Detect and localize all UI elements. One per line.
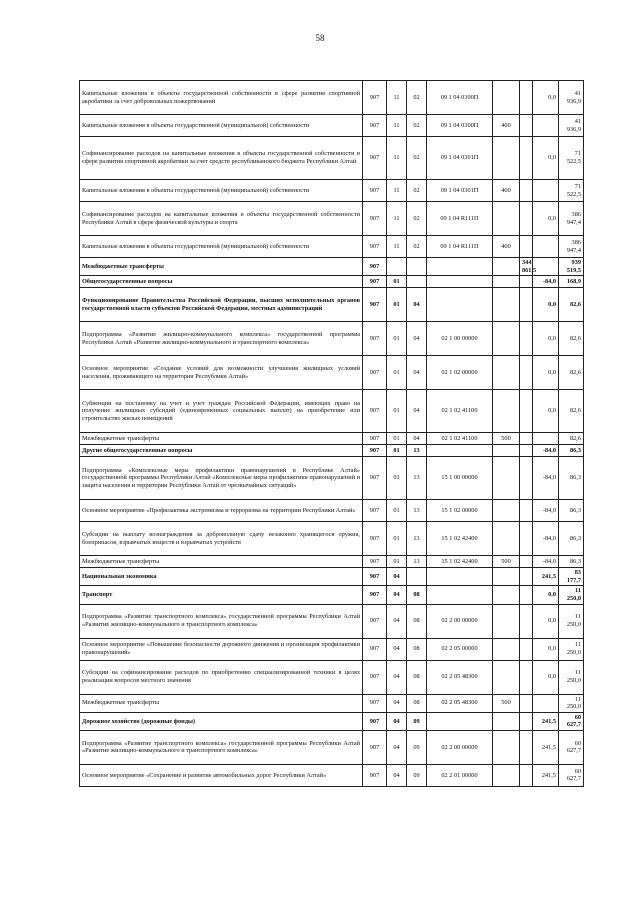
cell-section-code: 04: [387, 604, 407, 638]
table-row: [80, 202, 584, 236]
cell-expense-type: [493, 568, 520, 586]
cell-target-article: 15 1 02 00000: [427, 500, 493, 522]
cell-value-2: 0,0: [533, 202, 559, 236]
cell-subsection-code: 13: [407, 522, 427, 556]
cell-value-3: 86,3: [559, 445, 584, 457]
table-row: [80, 712, 584, 730]
cell-target-article: 09 1 04 R111П: [427, 236, 493, 258]
cell-expense-type: [493, 288, 520, 322]
cell-expense-type: [493, 712, 520, 730]
cell-target-article: [427, 276, 493, 288]
cell-value-3: 11 250,0: [559, 604, 584, 638]
cell-adm-code: 907: [363, 556, 387, 568]
cell-value-3: 82,6: [559, 433, 584, 445]
cell-section-code: 04: [387, 694, 407, 712]
table-row: [80, 322, 584, 356]
cell-value-2: 0,0: [533, 322, 559, 356]
cell-value-1: [520, 236, 533, 258]
row-name: Дорожное хозяйство (дорожные фонды): [80, 712, 363, 730]
cell-expense-type: [493, 457, 520, 500]
cell-value-3: 71 522,5: [559, 180, 584, 202]
cell-section-code: 01: [387, 556, 407, 568]
cell-target-article: 09 1 04 0301П: [427, 180, 493, 202]
cell-subsection-code: 02: [407, 180, 427, 202]
cell-value-2: 0,0: [533, 288, 559, 322]
cell-subsection-code: 04: [407, 433, 427, 445]
row-name: Межбюджетные трансферты: [80, 694, 363, 712]
cell-value-1: [520, 522, 533, 556]
cell-section-code: 01: [387, 288, 407, 322]
cell-adm-code: 907: [363, 730, 387, 764]
cell-value-2: 241,5: [533, 568, 559, 586]
cell-section-code: 01: [387, 322, 407, 356]
table-row: [80, 288, 584, 322]
cell-subsection-code: [407, 258, 427, 276]
cell-expense-type: [493, 258, 520, 276]
cell-section-code: 11: [387, 81, 407, 115]
table-row: [80, 276, 584, 288]
cell-subsection-code: 09: [407, 730, 427, 764]
cell-value-2: [533, 180, 559, 202]
cell-value-3: 86,3: [559, 457, 584, 500]
budget-table: [79, 80, 584, 787]
cell-value-3: 939 519,5: [559, 258, 584, 276]
cell-adm-code: 907: [363, 660, 387, 694]
table-row: [80, 137, 584, 180]
table-row: [80, 356, 584, 390]
cell-subsection-code: [407, 276, 427, 288]
row-name: Транспорт: [80, 586, 363, 604]
cell-adm-code: 907: [363, 764, 387, 786]
cell-value-3: 86,3: [559, 556, 584, 568]
cell-value-3: 82,6: [559, 356, 584, 390]
cell-value-2: -84,0: [533, 276, 559, 288]
cell-value-3: 71 522,5: [559, 137, 584, 180]
cell-value-1: [520, 500, 533, 522]
row-name: Капитальные вложения в объекты государственной (муниципальной) собственности: [80, 115, 363, 137]
cell-target-article: 09 1 04 R111П: [427, 202, 493, 236]
cell-value-1: [520, 137, 533, 180]
cell-target-article: 02 1 00 00000: [427, 322, 493, 356]
cell-value-1: [520, 764, 533, 786]
cell-value-2: [533, 694, 559, 712]
cell-expense-type: [493, 522, 520, 556]
cell-value-1: [520, 712, 533, 730]
cell-adm-code: 907: [363, 288, 387, 322]
cell-adm-code: 907: [363, 202, 387, 236]
cell-section-code: 11: [387, 236, 407, 258]
cell-value-3: 86,3: [559, 500, 584, 522]
table-row: [80, 258, 584, 276]
cell-section-code: 11: [387, 137, 407, 180]
cell-section-code: [387, 258, 407, 276]
cell-subsection-code: 02: [407, 137, 427, 180]
cell-value-1: [520, 81, 533, 115]
row-name: Капитальные вложения в объекты государственной (муниципальной) собственности: [80, 180, 363, 202]
row-name: Основное мероприятие «Создание условий для возможности улучшения жилищных условий населения, проживающего на территории Республики Алтай»: [80, 356, 363, 390]
cell-adm-code: 907: [363, 236, 387, 258]
table-row: [80, 500, 584, 522]
cell-value-1: [520, 180, 533, 202]
cell-target-article: 02 2 05 00000: [427, 638, 493, 660]
cell-section-code: 01: [387, 356, 407, 390]
cell-subsection-code: 08: [407, 660, 427, 694]
cell-expense-type: [493, 202, 520, 236]
row-name: Межбюджетные трансферты: [80, 556, 363, 568]
cell-value-3: 41 936,9: [559, 115, 584, 137]
row-name: Капитальные вложения в объекты государственной собственности в сфере развития спортивной акробатики за счет добровольных пожертвований: [80, 81, 363, 115]
row-name: Другие общегосударственные вопросы: [80, 445, 363, 457]
row-name: Основное мероприятие «Повышение безопасности дорожного движения и организация профилактики правонарушений»: [80, 638, 363, 660]
cell-value-2: 241,5: [533, 764, 559, 786]
cell-expense-type: 400: [493, 115, 520, 137]
cell-expense-type: [493, 356, 520, 390]
cell-expense-type: [493, 276, 520, 288]
cell-value-3: 82,6: [559, 322, 584, 356]
cell-section-code: 01: [387, 445, 407, 457]
cell-adm-code: 907: [363, 258, 387, 276]
cell-section-code: 04: [387, 712, 407, 730]
cell-value-1: [520, 604, 533, 638]
cell-value-2: -84,0: [533, 556, 559, 568]
cell-section-code: 11: [387, 115, 407, 137]
cell-value-2: 0,0: [533, 660, 559, 694]
cell-value-3: 60 627,7: [559, 764, 584, 786]
cell-subsection-code: 08: [407, 604, 427, 638]
table-row: [80, 236, 584, 258]
cell-section-code: 11: [387, 202, 407, 236]
cell-value-1: [520, 356, 533, 390]
cell-subsection-code: 04: [407, 288, 427, 322]
cell-value-1: [520, 322, 533, 356]
cell-value-1: [520, 433, 533, 445]
cell-target-article: 02 2 00 00000: [427, 730, 493, 764]
table-row: [80, 180, 584, 202]
row-name: Софинансирование расходов на капитальные вложения в объекты государственной собственности Республики Алтай в сфере физической культуры и спорта: [80, 202, 363, 236]
cell-expense-type: [493, 390, 520, 433]
cell-value-2: -84,0: [533, 457, 559, 500]
cell-value-2: 0,0: [533, 137, 559, 180]
cell-subsection-code: 04: [407, 322, 427, 356]
cell-value-1: [520, 445, 533, 457]
cell-expense-type: [493, 638, 520, 660]
row-name: Подпрограмма «Развитие транспортного комплекса» государственной программы Республики Алтай «Развитие жилищно-коммунального и транспортного комплекса»: [80, 730, 363, 764]
table-row: [80, 764, 584, 786]
cell-value-3: 41 936,9: [559, 81, 584, 115]
cell-value-2: 0,0: [533, 604, 559, 638]
cell-expense-type: 500: [493, 433, 520, 445]
table-row: [80, 604, 584, 638]
cell-value-3: 82,6: [559, 288, 584, 322]
cell-adm-code: 907: [363, 433, 387, 445]
cell-value-1: [520, 660, 533, 694]
table-row: [80, 556, 584, 568]
cell-subsection-code: 08: [407, 586, 427, 604]
cell-target-article: 02 1 02 00000: [427, 356, 493, 390]
cell-target-article: [427, 288, 493, 322]
cell-adm-code: 907: [363, 356, 387, 390]
cell-expense-type: [493, 586, 520, 604]
cell-section-code: 01: [387, 457, 407, 500]
cell-value-3: 60 627,7: [559, 712, 584, 730]
cell-value-3: 11 250,0: [559, 638, 584, 660]
cell-section-code: 04: [387, 764, 407, 786]
cell-adm-code: 907: [363, 586, 387, 604]
cell-section-code: 04: [387, 586, 407, 604]
cell-expense-type: 500: [493, 556, 520, 568]
cell-subsection-code: 09: [407, 764, 427, 786]
cell-section-code: 04: [387, 638, 407, 660]
cell-adm-code: 907: [363, 457, 387, 500]
cell-value-1: [520, 586, 533, 604]
table-row: [80, 730, 584, 764]
cell-value-1: [520, 457, 533, 500]
cell-target-article: 15 1 00 00000: [427, 457, 493, 500]
cell-value-2: -84,0: [533, 500, 559, 522]
cell-section-code: 01: [387, 433, 407, 445]
cell-expense-type: 500: [493, 694, 520, 712]
page-number: 58: [315, 33, 325, 43]
row-name: Софинансирование расходов на капитальные вложения в объекты государственной собственности в сфере развития спортивной акробатики за счет средств республиканского бюджета Республики Алтай: [80, 137, 363, 180]
row-name: Капитальные вложения в объекты государственной (муниципальной) собственности: [80, 236, 363, 258]
cell-adm-code: 907: [363, 276, 387, 288]
cell-value-3: 82,6: [559, 390, 584, 433]
cell-value-1: [520, 638, 533, 660]
cell-target-article: 02 2 00 00000: [427, 604, 493, 638]
cell-value-1: [520, 276, 533, 288]
cell-value-2: [533, 115, 559, 137]
cell-value-2: 0,0: [533, 586, 559, 604]
cell-subsection-code: 08: [407, 638, 427, 660]
row-name: Основное мероприятие «Сохранение и развитие автомобильных дорог Республики Алтай»: [80, 764, 363, 786]
cell-adm-code: 907: [363, 712, 387, 730]
cell-value-2: [533, 433, 559, 445]
row-name: Подпрограмма «Комплексные меры профилактики правонарушений в Республике Алтай» государственной программы Республики Алтай «Комплексные меры профилактики правонарушений и защита населения и территории Республики Алтай от чрезвычайных ситуаций»: [80, 457, 363, 500]
cell-target-article: 02 2 05 48300: [427, 694, 493, 712]
cell-adm-code: 907: [363, 137, 387, 180]
cell-section-code: 01: [387, 390, 407, 433]
cell-expense-type: [493, 445, 520, 457]
table-row: [80, 390, 584, 433]
cell-section-code: 04: [387, 730, 407, 764]
cell-value-3: 83 177,7: [559, 568, 584, 586]
table-row: [80, 115, 584, 137]
row-name: Межбюджетные трансферты: [80, 258, 363, 276]
cell-expense-type: [493, 81, 520, 115]
table-body: [80, 81, 584, 787]
cell-target-article: [427, 586, 493, 604]
cell-adm-code: 907: [363, 115, 387, 137]
cell-adm-code: 907: [363, 180, 387, 202]
cell-value-1: [520, 568, 533, 586]
cell-value-3: 386 947,4: [559, 236, 584, 258]
cell-target-article: [427, 445, 493, 457]
cell-expense-type: [493, 730, 520, 764]
cell-subsection-code: [407, 568, 427, 586]
cell-adm-code: 907: [363, 568, 387, 586]
cell-target-article: 09 1 04 0301П: [427, 137, 493, 180]
cell-section-code: 01: [387, 500, 407, 522]
cell-adm-code: 907: [363, 322, 387, 356]
row-name: Подпрограмма «Развитие жилищно-коммунального комплекса» государственной программы Республики Алтай «Развитие жилищно-коммунального и транспортного комплекса»: [80, 322, 363, 356]
cell-target-article: [427, 712, 493, 730]
table-row: [80, 445, 584, 457]
cell-expense-type: [493, 764, 520, 786]
cell-subsection-code: 02: [407, 202, 427, 236]
table-row: [80, 433, 584, 445]
cell-value-3: 168,9: [559, 276, 584, 288]
table-row: [80, 457, 584, 500]
row-name: Субсидии на софинансирование расходов по приобретению специализированной техники в целях реализации вопросов местного значения: [80, 660, 363, 694]
cell-value-2: 0,0: [533, 390, 559, 433]
cell-value-2: 241,5: [533, 730, 559, 764]
cell-value-2: 0,0: [533, 638, 559, 660]
row-name: Национальная экономика: [80, 568, 363, 586]
cell-value-2: -84,0: [533, 445, 559, 457]
cell-adm-code: 907: [363, 445, 387, 457]
cell-expense-type: [493, 604, 520, 638]
cell-section-code: 01: [387, 276, 407, 288]
row-name: Межбюджетные трансферты: [80, 433, 363, 445]
table-row: [80, 81, 584, 115]
cell-adm-code: 907: [363, 500, 387, 522]
cell-target-article: 09 1 04 0300П: [427, 115, 493, 137]
cell-value-2: 0,0: [533, 356, 559, 390]
cell-subsection-code: 13: [407, 556, 427, 568]
cell-value-1: [520, 115, 533, 137]
table-row: [80, 660, 584, 694]
cell-subsection-code: 08: [407, 694, 427, 712]
cell-subsection-code: 02: [407, 236, 427, 258]
cell-value-2: -84,0: [533, 522, 559, 556]
cell-section-code: 04: [387, 660, 407, 694]
cell-value-2: [533, 236, 559, 258]
cell-target-article: 09 1 04 0300П: [427, 81, 493, 115]
row-name: Субсидии на выплату вознаграждения за добровольную сдачу незаконно хранящегося оружия, боеприпасов, взрывчатых веществ и взрывчатых устройств: [80, 522, 363, 556]
cell-value-2: 241,5: [533, 712, 559, 730]
cell-value-3: 86,3: [559, 522, 584, 556]
cell-target-article: 02 2 01 00000: [427, 764, 493, 786]
cell-subsection-code: 04: [407, 390, 427, 433]
cell-section-code: 11: [387, 180, 407, 202]
cell-value-3: 11 250,0: [559, 660, 584, 694]
cell-value-2: 0,0: [533, 81, 559, 115]
cell-adm-code: 907: [363, 638, 387, 660]
cell-value-2: [533, 258, 559, 276]
cell-subsection-code: 02: [407, 81, 427, 115]
cell-value-1: 344 861,5: [520, 258, 533, 276]
cell-expense-type: 400: [493, 236, 520, 258]
cell-value-3: 386 947,4: [559, 202, 584, 236]
cell-value-3: 11 250,0: [559, 694, 584, 712]
row-name: Общегосударственные вопросы: [80, 276, 363, 288]
cell-section-code: 01: [387, 522, 407, 556]
cell-value-3: 60 627,7: [559, 730, 584, 764]
row-name: Подпрограмма «Развитие транспортного комплекса» государственной программы Республики Алтай «Развитие жилищно-коммунального и транспортного комплекса»: [80, 604, 363, 638]
cell-adm-code: 907: [363, 604, 387, 638]
cell-value-1: [520, 730, 533, 764]
table-row: [80, 568, 584, 586]
cell-subsection-code: 02: [407, 115, 427, 137]
cell-adm-code: 907: [363, 81, 387, 115]
cell-value-1: [520, 288, 533, 322]
cell-expense-type: [493, 500, 520, 522]
cell-expense-type: [493, 322, 520, 356]
cell-target-article: [427, 568, 493, 586]
cell-subsection-code: 04: [407, 356, 427, 390]
cell-value-1: [520, 390, 533, 433]
cell-value-1: [520, 202, 533, 236]
cell-target-article: [427, 258, 493, 276]
cell-value-1: [520, 556, 533, 568]
cell-subsection-code: 13: [407, 457, 427, 500]
row-name: Основное мероприятие «Профилактика экстремизма и терроризма на территории Республики Алтай»: [80, 500, 363, 522]
row-name: Субвенции на постановку на учет и учет граждан Российской Федерации, имеющих право на получение жилищных субсидий (единовременных социальных выплат) на приобретение или строительство жилых помещений: [80, 390, 363, 433]
cell-target-article: 02 2 05 48300: [427, 660, 493, 694]
row-name: Функционирование Правительства Российской Федерации, высших исполнительных органов государственной власти субъектов Российской Федерации, местных администраций: [80, 288, 363, 322]
cell-subsection-code: 09: [407, 712, 427, 730]
cell-adm-code: 907: [363, 522, 387, 556]
table-row: [80, 638, 584, 660]
table-row: [80, 586, 584, 604]
cell-adm-code: 907: [363, 694, 387, 712]
cell-expense-type: 400: [493, 180, 520, 202]
cell-value-1: [520, 694, 533, 712]
cell-expense-type: [493, 660, 520, 694]
cell-value-3: 11 250,0: [559, 586, 584, 604]
cell-target-article: 15 1 02 42400: [427, 522, 493, 556]
cell-section-code: 04: [387, 568, 407, 586]
cell-target-article: 15 1 02 42400: [427, 556, 493, 568]
cell-subsection-code: 13: [407, 500, 427, 522]
cell-adm-code: 907: [363, 390, 387, 433]
cell-subsection-code: 13: [407, 445, 427, 457]
table-row: [80, 522, 584, 556]
table-row: [80, 694, 584, 712]
cell-target-article: 02 1 02 41100: [427, 390, 493, 433]
cell-target-article: 02 1 02 41100: [427, 433, 493, 445]
cell-expense-type: [493, 137, 520, 180]
